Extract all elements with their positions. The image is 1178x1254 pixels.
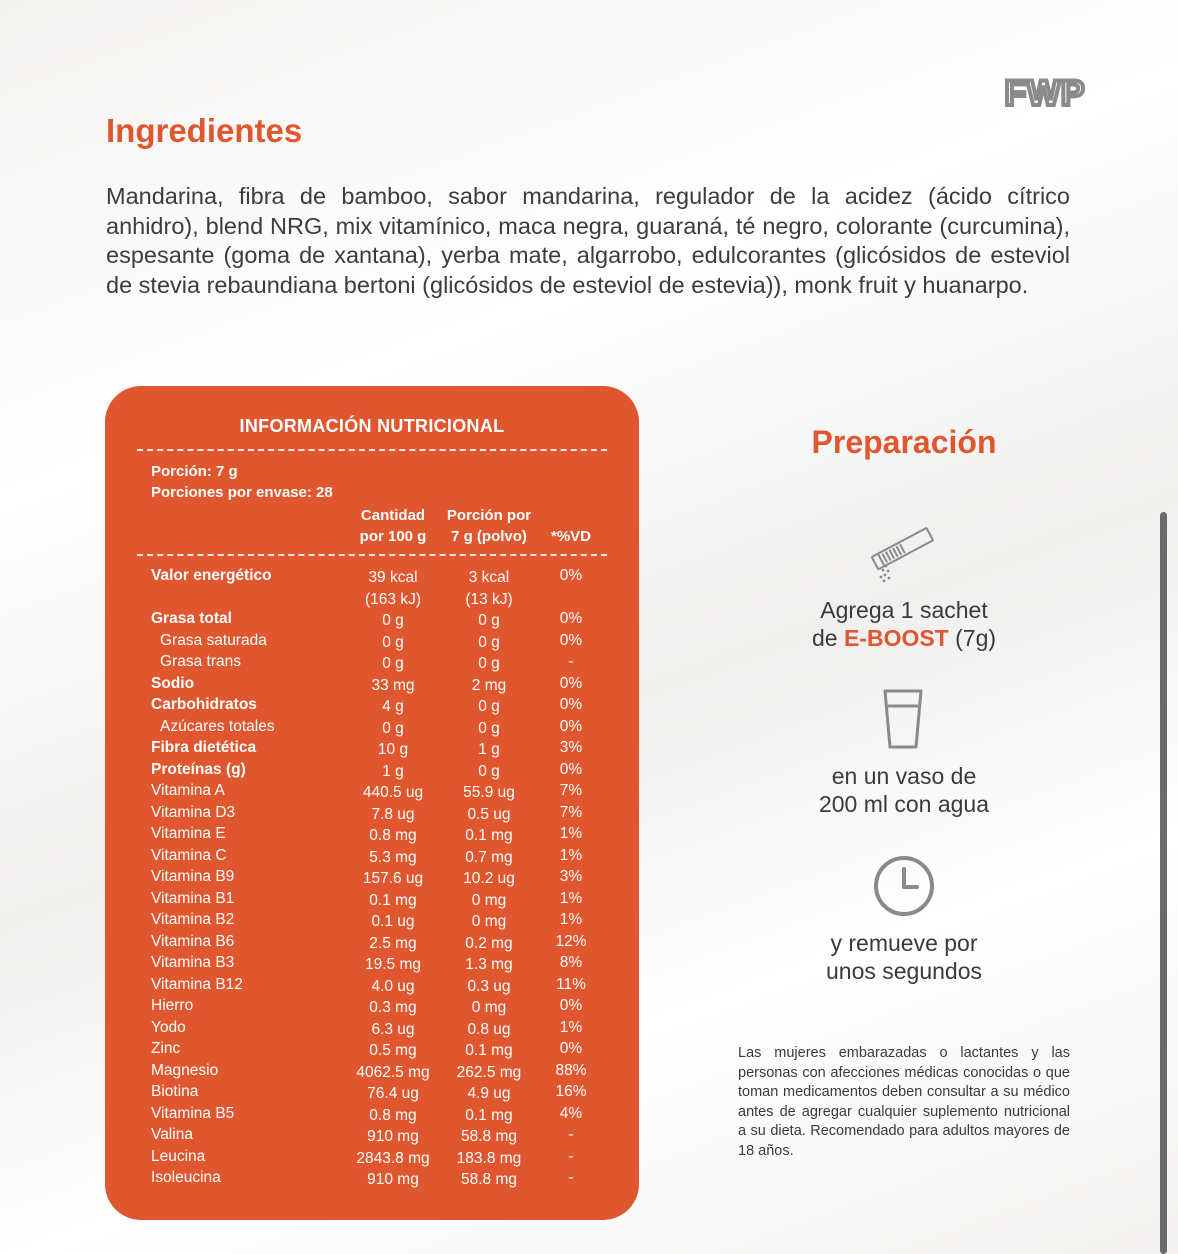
table-row: Azúcares totales 0 g 0 g 0% <box>160 717 583 737</box>
nutrition-rows <box>105 567 639 1191</box>
table-row: Valor energético 39 kcal (163 kJ) 3 kcal (13 kJ) 0% <box>151 567 583 608</box>
column-header-per100: Cantidad por 100 g <box>359 507 427 545</box>
table-row: Yodo 6.3 ug 0.8 ug 1% <box>151 1018 583 1038</box>
divider <box>137 449 607 451</box>
table-row: Vitamina B2 0.1 ug 0 mg 1% <box>151 911 583 930</box>
table-row: Zinc 0.5 mg 0.1 mg 0% <box>151 1040 583 1059</box>
glass-icon <box>882 688 924 750</box>
divider <box>137 554 607 556</box>
table-row: Vitamina E 0.8 mg 0.1 mg 1% <box>151 825 583 844</box>
table-row: Vitamina D3 7.8 ug 0.5 ug 7% <box>151 803 583 823</box>
table-row: Vitamina A 440.5 ug 55.9 ug 7% <box>151 782 583 801</box>
column-header-vd: *%VD <box>550 528 591 545</box>
table-row: Isoleucina 910 mg 58.8 mg - <box>151 1169 574 1188</box>
table-row: Vitamina B9 157.6 ug 10.2 ug 3% <box>151 868 583 887</box>
table-row: Leucina 2843.8 mg 183.8 mg - <box>151 1147 574 1167</box>
table-row: Proteínas (g) 1 g 0 g 0% <box>151 760 583 780</box>
table-row: Hierro 0.3 mg 0 mg 0% <box>151 997 583 1016</box>
sachet-icon <box>866 520 938 584</box>
health-warning: Las mujeres embarazadas o lactantes y las personas con afecciones médicas conocidas o que toman medicamentos deben consultar a su médico antes de agregar cualquier suplemento nutricional a su dieta. Recomendado para adultos mayores de 18 años. <box>738 1045 1070 1159</box>
product-name: E-BOOST <box>843 625 949 651</box>
table-row: Vitamina B12 4.0 ug 0.3 ug 11% <box>151 975 586 995</box>
table-row: Biotina 76.4 ug 4.9 ug 16% <box>151 1083 587 1102</box>
column-header-portion: Porción por 7 g (polvo) <box>446 507 532 545</box>
table-row: Grasa trans 0 g 0 g - <box>160 653 574 672</box>
table-row: Vitamina B6 2.5 mg 0.2 mg 12% <box>151 932 587 952</box>
step-stir: y remueve por unos segundos <box>825 930 982 984</box>
table-row: Vitamina B3 19.5 mg 1.3 mg 8% <box>151 954 583 973</box>
table-row: Vitamina B1 0.1 mg 0 mg 1% <box>151 889 583 909</box>
scrollbar[interactable] <box>1160 512 1167 1254</box>
step-glass-water: en un vaso de 200 ml con agua <box>818 763 990 817</box>
table-row: Fibra dietética 10 g 1 g 3% <box>151 739 583 758</box>
nutrition-title: INFORMACIÓN NUTRICIONAL <box>239 416 505 436</box>
svg-text:FWP: FWP <box>1004 76 1086 110</box>
table-row: Valina 910 mg 58.8 mg - <box>151 1126 574 1145</box>
table-row: Grasa saturada 0 g 0 g 0% <box>160 631 583 651</box>
table-row: Carbohidratos 4 g 0 g 0% <box>151 696 583 715</box>
clock-icon <box>872 854 936 918</box>
fwp-logo <box>996 76 1094 110</box>
table-row: Grasa total 0 g 0 g 0% <box>151 610 583 629</box>
preparation-title: Preparación <box>811 424 997 460</box>
serving-size: Porción: 7 g <box>151 463 238 480</box>
servings-per-pack: Porciones por envase: 28 <box>151 484 333 501</box>
table-row: Vitamina B5 0.8 mg 0.1 mg 4% <box>151 1104 583 1124</box>
ingredients-text: Mandarina, fibra de bamboo, sabor mandarina, regulador de la acidez (ácido cítrico anhidro), blend NRG, mix vitamínico, maca negra, guaraná, té negro, colorante (curcumina), espesante (goma de xantana), yerba mate, algarrobo, edulcorantes (glicósidos de esteviol de stevia rebaundiana bertoni (glicósidos de esteviol de estevia)), monk fruit y huanarpo. <box>106 183 1070 298</box>
table-row: Sodio 33 mg 2 mg 0% <box>151 674 583 694</box>
table-row: Vitamina C 5.3 mg 0.7 mg 1% <box>151 846 583 866</box>
table-row: Magnesio 4062.5 mg 262.5 mg 88% <box>151 1061 587 1081</box>
ingredients-title: Ingredientes <box>106 112 303 149</box>
step-add-sachet: Agrega 1 sachet de E-BOOST (7g) <box>811 597 997 651</box>
nutrition-panel <box>105 386 639 1220</box>
